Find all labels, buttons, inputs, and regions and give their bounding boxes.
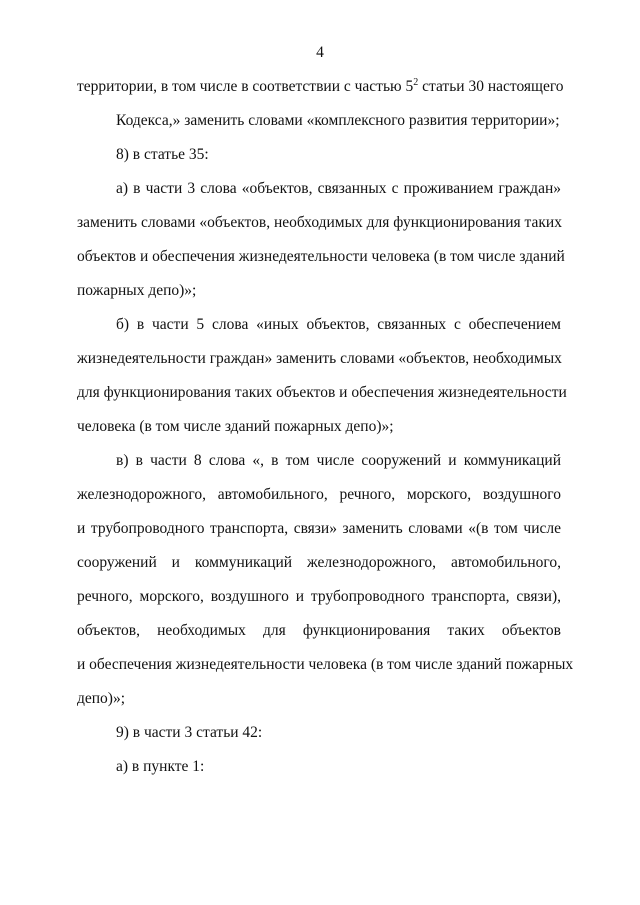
text-line-10: для функционирования таких объектов и обеспечения жизнедеятельности [77, 384, 567, 401]
page-number: 4 [316, 44, 324, 61]
text-line-2: Кодекса,» заменить словами «комплексного развития территории»; [116, 112, 560, 129]
text-line-1 [77, 76, 564, 110]
document-body [77, 76, 574, 790]
text-line-15: сооружений и коммуникаций железнодорожного, автомобильного, [77, 554, 561, 571]
text-line-12: в) в части 8 слова «, в том числе сооружений и коммуникаций [116, 452, 561, 469]
text-line-21: а) в пункте 1: [116, 758, 205, 775]
item-9-heading: 9) в части 3 статьи 42: [116, 724, 263, 741]
text-line-17: объектов, необходимых для функционирования таких объектов [77, 622, 561, 639]
text-line-4: а) в части 3 слова «объектов, связанных с проживанием граждан» [116, 180, 561, 197]
text-line-13: железнодорожного, автомобильного, речного, морского, воздушного [77, 486, 561, 503]
text-line-14: и трубопроводного транспорта, связи» заменить словами «(в том числе [77, 520, 561, 537]
item-8-heading: 8) в статье 35: [116, 146, 209, 163]
text-line-11: человека (в том числе зданий пожарных депо)»; [77, 418, 394, 435]
text-line-7: пожарных депо)»; [77, 282, 197, 299]
superscript: 2 [413, 77, 419, 88]
text-line-16: речного, морского, воздушного и трубопроводного транспорта, связи), [77, 588, 561, 605]
text-line-19: депо)»; [77, 690, 126, 707]
text-line-5: заменить словами «объектов, необходимых для функционирования таких [77, 214, 562, 231]
text-segment: территории, в том числе в соответствии с частью 5 [77, 78, 414, 95]
text-line-18: и обеспечения жизнедеятельности человека (в том числе зданий пожарных [77, 656, 574, 673]
text-line-8: б) в части 5 слова «иных объектов, связанных с обеспечением [116, 316, 561, 333]
text-segment: статьи 30 настоящего [418, 78, 564, 95]
text-line-6: объектов и обеспечения жизнедеятельности человека (в том числе зданий [77, 248, 565, 265]
text-line-9: жизнедеятельности граждан» заменить словами «объектов, необходимых [77, 350, 562, 367]
